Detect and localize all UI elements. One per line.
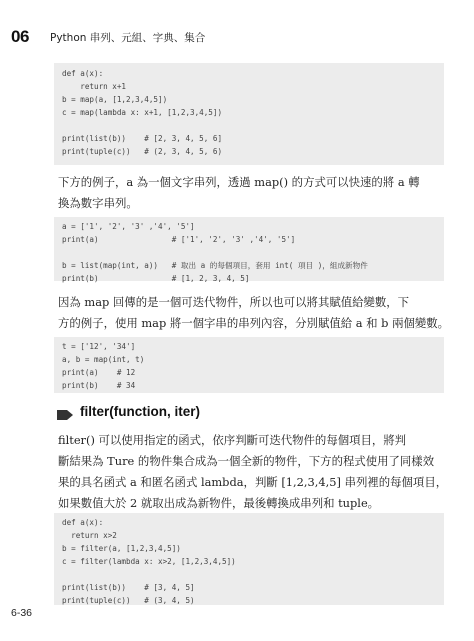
code-line bbox=[62, 119, 444, 132]
code-line: c = map(lambda x: x+1, [1,2,3,4,5]) bbox=[62, 108, 223, 117]
chapter-title: Python 串列、元組、字典、集合 bbox=[50, 32, 206, 44]
paragraph-line: 因為 map 回傳的是一個可迭代物件，所以也可以將其賦值給變數，下 bbox=[58, 295, 410, 309]
paragraph-line: 換為數字串列。 bbox=[58, 196, 138, 210]
code-line: print(list(b)) # [3, 4, 5] bbox=[62, 583, 195, 592]
chapter-number: 06 bbox=[11, 27, 29, 46]
code-line bbox=[62, 246, 444, 259]
page-number: 6-36 bbox=[11, 607, 33, 619]
paragraph-map-assign bbox=[58, 292, 450, 334]
code-line: c = filter(lambda x: x>2, [1,2,3,4,5]) bbox=[62, 557, 236, 566]
code-line: print(b) # 34 bbox=[62, 381, 136, 390]
arrow-bullet-icon bbox=[56, 406, 74, 418]
paragraph-line: 如果數值大於 2 就取出成為新物件，最後轉換成串列和 tuple。 bbox=[58, 496, 380, 510]
code-block-map-function bbox=[54, 63, 444, 165]
paragraph-line: 下方的例子，a 為一個文字串列，透過 map() 的方式可以快速的將 a 轉 bbox=[58, 175, 420, 189]
code-line: print(b) # [1, 2, 3, 4, 5] bbox=[62, 274, 250, 283]
code-line: print(a) # 12 bbox=[62, 368, 136, 377]
code-line: print(list(b)) # [2, 3, 4, 5, 6] bbox=[62, 134, 223, 143]
code-line: return x>2 bbox=[62, 531, 117, 540]
code-line: return x+1 bbox=[62, 82, 127, 91]
paragraph-filter-description bbox=[58, 430, 450, 514]
code-line: def a(x): bbox=[62, 69, 104, 78]
code-line: t = ['12', '34'] bbox=[62, 342, 136, 351]
code-line: print(a) # ['1', '2', '3' ,'4', '5'] bbox=[62, 235, 296, 244]
code-line bbox=[62, 568, 444, 581]
code-block-filter bbox=[54, 513, 444, 605]
section-heading-text: filter(function, iter) bbox=[80, 404, 200, 419]
code-line: def a(x): bbox=[62, 518, 104, 527]
paragraph-line: 果的具名函式 a 和匿名函式 lambda，判斷 [1,2,3,4,5] 串列裡的每個項目， bbox=[58, 475, 448, 489]
paragraph-line: 方的例子，使用 map 將一個字串的串列內容，分別賦值給 a 和 b 兩個變數。 bbox=[58, 316, 450, 330]
code-line: b = filter(a, [1,2,3,4,5]) bbox=[62, 544, 181, 553]
code-block-map-int bbox=[54, 217, 444, 281]
code-line: a, b = map(int, t) bbox=[62, 355, 145, 364]
code-block-map-unpack bbox=[54, 337, 444, 393]
paragraph-map-strings bbox=[58, 172, 450, 214]
section-heading-filter bbox=[56, 404, 200, 419]
code-line: b = map(a, [1,2,3,4,5]) bbox=[62, 95, 168, 104]
code-line: b = list(map(int, a)) # 取出 a 的每個項目，套用 int( 項目 )，組成新物件 bbox=[62, 261, 368, 270]
code-line: print(tuple(c)) # (3, 4, 5) bbox=[62, 596, 195, 605]
paragraph-line: filter() 可以使用指定的函式，依序判斷可迭代物件的每個項目，將判 bbox=[58, 433, 407, 447]
paragraph-line: 斷結果為 Ture 的物件集合成為一個全新的物件，下方的程式使用了同樣效 bbox=[58, 454, 435, 468]
code-line: print(tuple(c)) # (2, 3, 4, 5, 6) bbox=[62, 147, 223, 156]
code-line: a = ['1', '2', '3' ,'4', '5'] bbox=[62, 222, 195, 231]
